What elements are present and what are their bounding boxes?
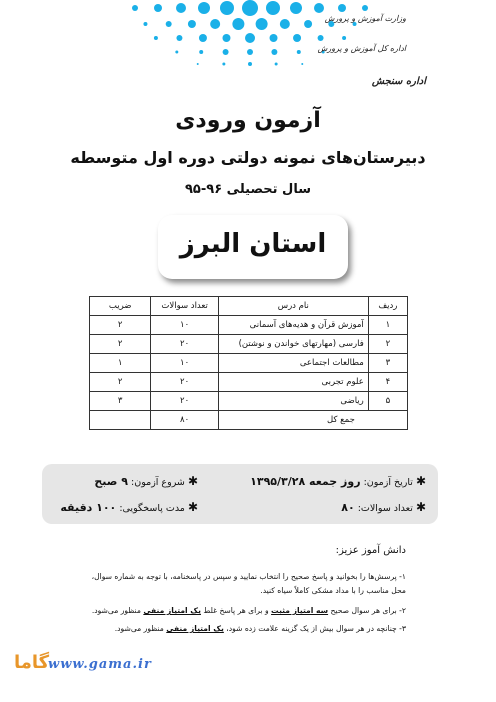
coefficient: ۲ bbox=[90, 373, 151, 392]
instruction-3-part-a: ۳- چنانچه در هر سوال بیش از یک گزینه علامت زده شود، bbox=[226, 624, 406, 633]
question-count: ۱۰ bbox=[151, 316, 218, 335]
ministry-line: وزارت آموزش و پرورش bbox=[324, 14, 406, 23]
academic-year: سال تحصیلی ۹۶-۹۵ bbox=[185, 182, 311, 197]
decorative-dot bbox=[338, 4, 346, 12]
decorative-dot bbox=[301, 63, 303, 65]
star-icon: ✱ bbox=[415, 500, 426, 514]
decorative-dot bbox=[342, 36, 346, 40]
exam-subtitle: دبیرستان‌های نمونه دولتی دوره اول متوسطه bbox=[70, 148, 426, 167]
decorative-dot bbox=[199, 34, 207, 42]
decorative-dot bbox=[222, 63, 225, 66]
row-number: ۳ bbox=[368, 354, 407, 373]
exam-start-value: ۹ صبح bbox=[94, 475, 128, 488]
exam-start bbox=[94, 474, 198, 488]
decorative-dot bbox=[188, 20, 196, 28]
decorative-dot bbox=[175, 51, 178, 54]
greeting: دانش آموز عزیز: bbox=[335, 545, 406, 556]
exam-date bbox=[250, 474, 426, 488]
decorative-dot bbox=[266, 1, 280, 15]
decorative-dot bbox=[270, 34, 278, 42]
header-question-count: تعداد سوالات bbox=[151, 297, 218, 316]
exam-duration-label: مدت پاسخگویی: bbox=[119, 503, 185, 514]
row-number: ۵ bbox=[368, 392, 407, 411]
coefficient: ۲ bbox=[90, 316, 151, 335]
decorative-dot bbox=[362, 5, 368, 11]
decorative-dot bbox=[220, 1, 234, 15]
decorative-dot bbox=[248, 62, 252, 66]
total-count: ۸۰ bbox=[151, 411, 218, 430]
question-count: ۲۰ bbox=[151, 373, 218, 392]
website-url[interactable]: www.gama.ir bbox=[48, 657, 152, 672]
table-row bbox=[90, 392, 408, 411]
office-line: اداره سنجش bbox=[371, 76, 426, 87]
directorate-line: اداره کل آموزش و پرورش bbox=[317, 44, 406, 53]
decorative-dot bbox=[290, 2, 302, 14]
lesson-name: فارسی (مهارتهای خواندن و نوشتن) bbox=[218, 335, 368, 354]
instruction-3-negative: یک امتیاز منفی bbox=[166, 624, 224, 633]
lesson-name: علوم تجربی bbox=[218, 373, 368, 392]
exam-start-label: شروع آزمون: bbox=[131, 477, 185, 488]
instruction-2-positive: سه امتیاز مثبت bbox=[271, 606, 329, 615]
decorative-dot bbox=[143, 22, 147, 26]
decorative-dot bbox=[314, 3, 324, 13]
decorative-dots bbox=[120, 0, 380, 80]
decorative-dot bbox=[154, 4, 162, 12]
row-number: ۱ bbox=[368, 316, 407, 335]
decorative-dot bbox=[223, 49, 229, 55]
lesson-name: مطالعات اجتماعی bbox=[218, 354, 368, 373]
total-coef-empty bbox=[90, 411, 151, 430]
decorative-dot bbox=[232, 18, 244, 30]
coefficient: ۲ bbox=[90, 335, 151, 354]
gama-logo: گاما bbox=[14, 652, 50, 673]
lesson-name: آموزش قرآن و هدیه‌های آسمانی bbox=[218, 316, 368, 335]
exam-info-box bbox=[42, 464, 438, 524]
question-count: ۲۰ bbox=[151, 392, 218, 411]
instruction-3 bbox=[76, 622, 406, 636]
decorative-dot bbox=[245, 33, 255, 43]
question-count: ۱۰ bbox=[151, 354, 218, 373]
decorative-dot bbox=[199, 50, 203, 54]
decorative-dot bbox=[297, 50, 301, 54]
decorative-dot bbox=[222, 34, 230, 42]
instruction-2-part-e: منظور می‌شود. bbox=[91, 606, 141, 615]
coefficient: ۱ bbox=[90, 354, 151, 373]
question-count: ۲۰ bbox=[151, 335, 218, 354]
table-total-row bbox=[90, 411, 408, 430]
coefficient: ۳ bbox=[90, 392, 151, 411]
decorative-dot bbox=[166, 21, 172, 27]
lessons-table bbox=[89, 296, 408, 430]
table-header-row bbox=[90, 297, 408, 316]
exam-duration-value: ۱۰۰ دقیقه bbox=[60, 501, 117, 514]
instruction-2-negative: یک امتیاز منفی bbox=[143, 606, 201, 615]
instruction-3-part-c: منظور می‌شود. bbox=[114, 624, 164, 633]
instruction-2 bbox=[76, 604, 406, 618]
decorative-dot bbox=[132, 5, 138, 11]
header-lesson-name: نام درس bbox=[218, 297, 368, 316]
province-box bbox=[158, 215, 348, 279]
decorative-dot bbox=[247, 49, 253, 55]
lesson-name: ریاضی bbox=[218, 392, 368, 411]
decorative-dot bbox=[198, 2, 210, 14]
instruction-1: ۱- پرسش‌ها را بخوانید و پاسخ صحیح را انتخاب نمایید و سپس در پاسخنامه، با توجه به شماره سوال، محل مناسب را با مداد مشکی کاملاً سیاه کنید. bbox=[91, 572, 406, 595]
decorative-dot bbox=[242, 0, 258, 16]
table-row bbox=[90, 373, 408, 392]
decorative-dot bbox=[271, 49, 277, 55]
exam-title: آزمون ورودی bbox=[175, 108, 321, 133]
decorative-dot bbox=[256, 18, 268, 30]
instruction-2-part-a: ۲- برای هر سوال صحیح bbox=[330, 606, 406, 615]
question-total-value: ۸۰ bbox=[341, 501, 355, 514]
table-row bbox=[90, 354, 408, 373]
table-row bbox=[90, 316, 408, 335]
header-row-number: ردیف bbox=[368, 297, 407, 316]
decorative-dot bbox=[197, 63, 199, 65]
header-coefficient: ضریب bbox=[90, 297, 151, 316]
question-total bbox=[341, 500, 426, 514]
star-icon: ✱ bbox=[187, 500, 198, 514]
province-name: استان البرز bbox=[179, 229, 327, 259]
row-number: ۲ bbox=[368, 335, 407, 354]
star-icon: ✱ bbox=[415, 474, 426, 488]
exam-duration bbox=[60, 500, 198, 514]
decorative-dot bbox=[210, 19, 220, 29]
exam-date-label: تاریخ آزمون: bbox=[363, 477, 413, 488]
star-icon: ✱ bbox=[187, 474, 198, 488]
question-total-label: تعداد سوالات: bbox=[357, 503, 413, 514]
decorative-dot bbox=[318, 35, 324, 41]
decorative-dot bbox=[304, 20, 312, 28]
instruction-2-part-c: و برای هر پاسخ غلط bbox=[203, 606, 269, 615]
total-label: جمع کل bbox=[218, 411, 407, 430]
decorative-dot bbox=[280, 19, 290, 29]
decorative-dot bbox=[176, 3, 186, 13]
decorative-dot bbox=[176, 35, 182, 41]
decorative-dot bbox=[275, 63, 278, 66]
decorative-dot bbox=[154, 36, 158, 40]
table-row bbox=[90, 335, 408, 354]
exam-date-value: روز جمعه ۱۳۹۵/۳/۲۸ bbox=[250, 475, 361, 488]
decorative-dot bbox=[293, 34, 301, 42]
row-number: ۴ bbox=[368, 373, 407, 392]
